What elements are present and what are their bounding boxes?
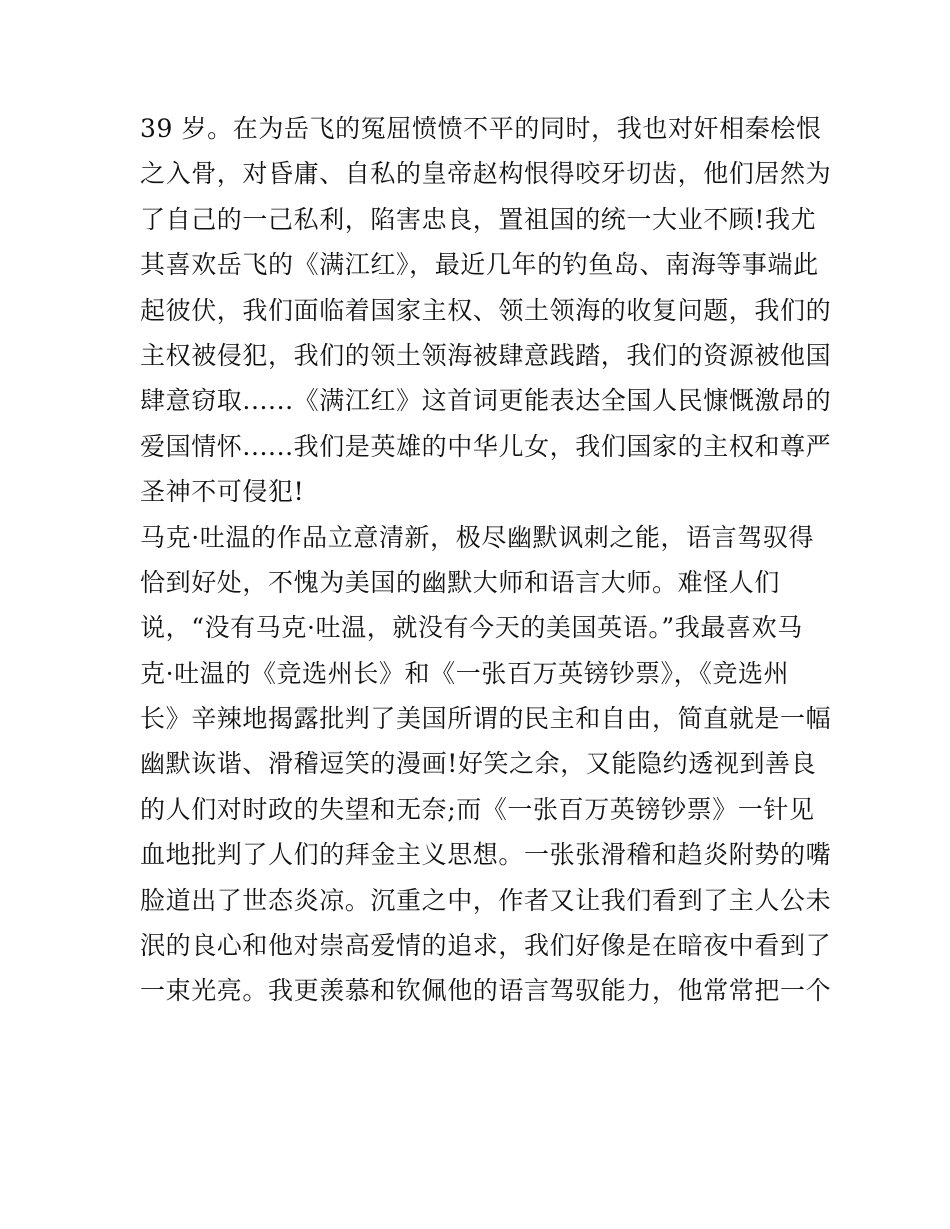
text-line: 起彼伏，我们面临着国家主权、领土领海的收复问题，我们的 xyxy=(140,295,832,325)
text-line: 主权被侵犯，我们的领土领海被肆意践踏，我们的资源被他国 xyxy=(140,340,832,370)
text-line: 之入骨，对昏庸、自私的皇帝赵构恨得咬牙切齿，他们居然为 xyxy=(140,159,832,189)
text-line: 爱国情怀......我们是英雄的中华儿女，我们国家的主权和尊严 xyxy=(140,431,832,461)
text-line: 说，“没有马克·吐温，就没有今天的美国英语。”我最喜欢马 xyxy=(140,613,803,643)
body-text xyxy=(140,106,830,1014)
text-line: 其喜欢岳飞的《满江红》，最近几年的钓鱼岛、南海等事端此 xyxy=(140,250,819,280)
text-line: 了自己的一己私利，陷害忠良，置祖国的统一大业不顾!我尤 xyxy=(140,204,817,234)
text-line: 血地批判了人们的拜金主义思想。一张张滑稽和趋炎附势的嘴 xyxy=(140,840,832,870)
text-line: 一束光亮。我更羡慕和钦佩他的语言驾驭能力，他常常把一个 xyxy=(140,976,832,1006)
text-line: 长》辛辣地揭露批判了美国所谓的民主和自由，简直就是一幅 xyxy=(140,704,832,734)
text-line: 脸道出了世态炎凉。沉重之中，作者又让我们看到了主人公未 xyxy=(140,885,832,915)
text-line: 幽默诙谐、滑稽逗笑的漫画!好笑之余，又能隐约透视到善良 xyxy=(140,749,817,779)
text-line: 克·吐温的《竞选州长》和《一张百万英镑钞票》，《竞选州 xyxy=(140,658,790,688)
text-line: 马克·吐温的作品立意清新，极尽幽默讽刺之能，语言驾驭得 xyxy=(140,522,815,552)
text-line: 圣神不可侵犯! xyxy=(140,477,305,507)
text-line: 恰到好处，不愧为美国的幽默大师和语言大师。难怪人们 xyxy=(140,567,781,597)
text-line: 泯的良心和他对崇高爱情的追求，我们好像是在暗夜中看到了 xyxy=(140,931,832,961)
text-line: 39 岁。在为岳飞的冤屈愤愤不平的同时，我也对奸相秦桧恨 xyxy=(140,114,822,143)
text-line: 肆意窃取......《满江红》这首词更能表达全国人民慷慨激昂的 xyxy=(140,386,832,416)
text-line: 的人们对时政的失望和无奈;而《一张百万英镑钞票》一针见 xyxy=(140,794,815,824)
